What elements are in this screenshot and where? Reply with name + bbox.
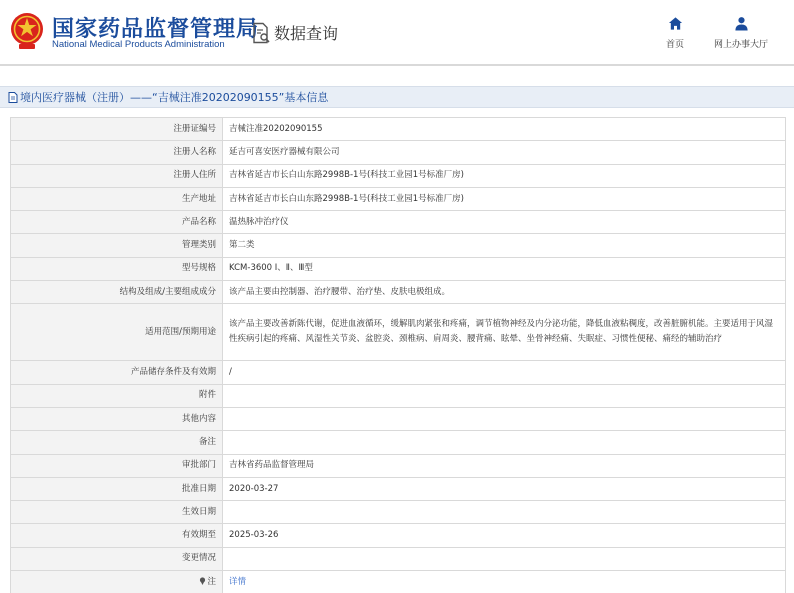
breadcrumb-text: 境内医疗器械（注册）——“吉械注准20202090155”基本信息 bbox=[20, 91, 329, 104]
breadcrumb bbox=[0, 86, 794, 108]
note-label-cell bbox=[11, 571, 223, 593]
field-value bbox=[223, 384, 786, 407]
field-label: 产品储存条件及有效期 bbox=[11, 361, 223, 384]
table-row bbox=[11, 361, 786, 384]
note-value-cell bbox=[223, 571, 786, 593]
field-value: 吉林省药品监督管理局 bbox=[223, 454, 786, 477]
pin-icon bbox=[199, 577, 206, 585]
field-value: / bbox=[223, 361, 786, 384]
site-subtitle: National Medical Products Administration bbox=[52, 39, 225, 50]
header-divider bbox=[0, 64, 794, 66]
user-icon bbox=[734, 16, 749, 31]
home-icon bbox=[668, 16, 683, 31]
field-label: 变更情况 bbox=[11, 547, 223, 570]
field-value: 延吉可喜安医疗器械有限公司 bbox=[223, 141, 786, 164]
nav-online-service-hall[interactable] bbox=[714, 16, 768, 50]
field-value: 吉林省延吉市长白山东路2998B-1号(科技工业园1号标准厂房) bbox=[223, 187, 786, 210]
details-link[interactable]: 详情 bbox=[229, 576, 247, 587]
table-row bbox=[11, 477, 786, 500]
field-label: 结构及组成/主要组成成分 bbox=[11, 281, 223, 304]
field-value: 该产品主要改善新陈代谢，促进血液循环，缓解肌肉紧张和疼痛，调节植物神经及内分泌功能，降低血液粘稠度，改善脏腑机能。主要适用于风湿性疾病引起的疼痛、风湿性关节炎、盆腔炎、颈椎病、肩周炎、腰背痛、眩晕、坐骨神经痛、失眠症、习惯性便秘、痛经的辅助治疗 bbox=[223, 304, 786, 361]
table-row bbox=[11, 187, 786, 210]
table-row bbox=[11, 304, 786, 361]
field-value bbox=[223, 547, 786, 570]
field-label: 管理类别 bbox=[11, 234, 223, 257]
field-label: 生产地址 bbox=[11, 187, 223, 210]
document-search-icon bbox=[251, 22, 271, 44]
field-value: 2020-03-27 bbox=[223, 477, 786, 500]
field-value: 第二类 bbox=[223, 234, 786, 257]
nav-home[interactable] bbox=[666, 16, 684, 50]
field-label: 注册人名称 bbox=[11, 141, 223, 164]
field-value: 吉械注准20202090155 bbox=[223, 118, 786, 141]
site-header bbox=[0, 0, 794, 66]
data-query-section bbox=[251, 21, 338, 44]
table-row bbox=[11, 164, 786, 187]
table-row bbox=[11, 281, 786, 304]
field-label: 审批部门 bbox=[11, 454, 223, 477]
field-label: 生效日期 bbox=[11, 501, 223, 524]
table-row bbox=[11, 141, 786, 164]
nav-home-label: 首页 bbox=[666, 40, 685, 50]
record-detail-table bbox=[10, 117, 786, 593]
field-value: 该产品主要由控制器、治疗腰带、治疗垫、皮肤电极组成。 bbox=[223, 281, 786, 304]
table-row bbox=[11, 501, 786, 524]
field-label: 型号规格 bbox=[11, 257, 223, 280]
field-label: 其他内容 bbox=[11, 407, 223, 430]
table-row bbox=[11, 454, 786, 477]
field-label: 批准日期 bbox=[11, 477, 223, 500]
field-value bbox=[223, 407, 786, 430]
field-label: 附件 bbox=[11, 384, 223, 407]
field-label: 注册人住所 bbox=[11, 164, 223, 187]
table-row bbox=[11, 407, 786, 430]
field-label: 注册证编号 bbox=[11, 118, 223, 141]
nav-online-service-hall-label: 网上办事大厅 bbox=[714, 40, 769, 50]
table-row bbox=[11, 431, 786, 454]
record-detail-table-container bbox=[10, 117, 786, 593]
field-label: 有效期至 bbox=[11, 524, 223, 547]
nmpa-emblem-icon[interactable] bbox=[10, 12, 44, 50]
document-icon bbox=[8, 92, 18, 103]
field-value: KCM-3600 Ⅰ、Ⅱ、Ⅲ型 bbox=[223, 257, 786, 280]
field-value: 温热脉冲治疗仪 bbox=[223, 211, 786, 234]
site-title: 国家药品监督管理局 bbox=[52, 17, 260, 42]
table-row bbox=[11, 547, 786, 570]
table-row bbox=[11, 524, 786, 547]
field-value: 吉林省延吉市长白山东路2998B-1号(科技工业园1号标准厂房) bbox=[223, 164, 786, 187]
table-row bbox=[11, 384, 786, 407]
data-query-label: 数据查询 bbox=[274, 24, 339, 43]
field-value: 2025-03-26 bbox=[223, 524, 786, 547]
field-value bbox=[223, 431, 786, 454]
table-row bbox=[11, 234, 786, 257]
table-row bbox=[11, 211, 786, 234]
table-row bbox=[11, 257, 786, 280]
field-label: 适用范围/预期用途 bbox=[11, 304, 223, 361]
field-label: 产品名称 bbox=[11, 211, 223, 234]
field-label: 注 bbox=[207, 576, 216, 587]
field-value bbox=[223, 501, 786, 524]
table-row bbox=[11, 571, 786, 593]
table-row bbox=[11, 118, 786, 141]
field-label: 备注 bbox=[11, 431, 223, 454]
